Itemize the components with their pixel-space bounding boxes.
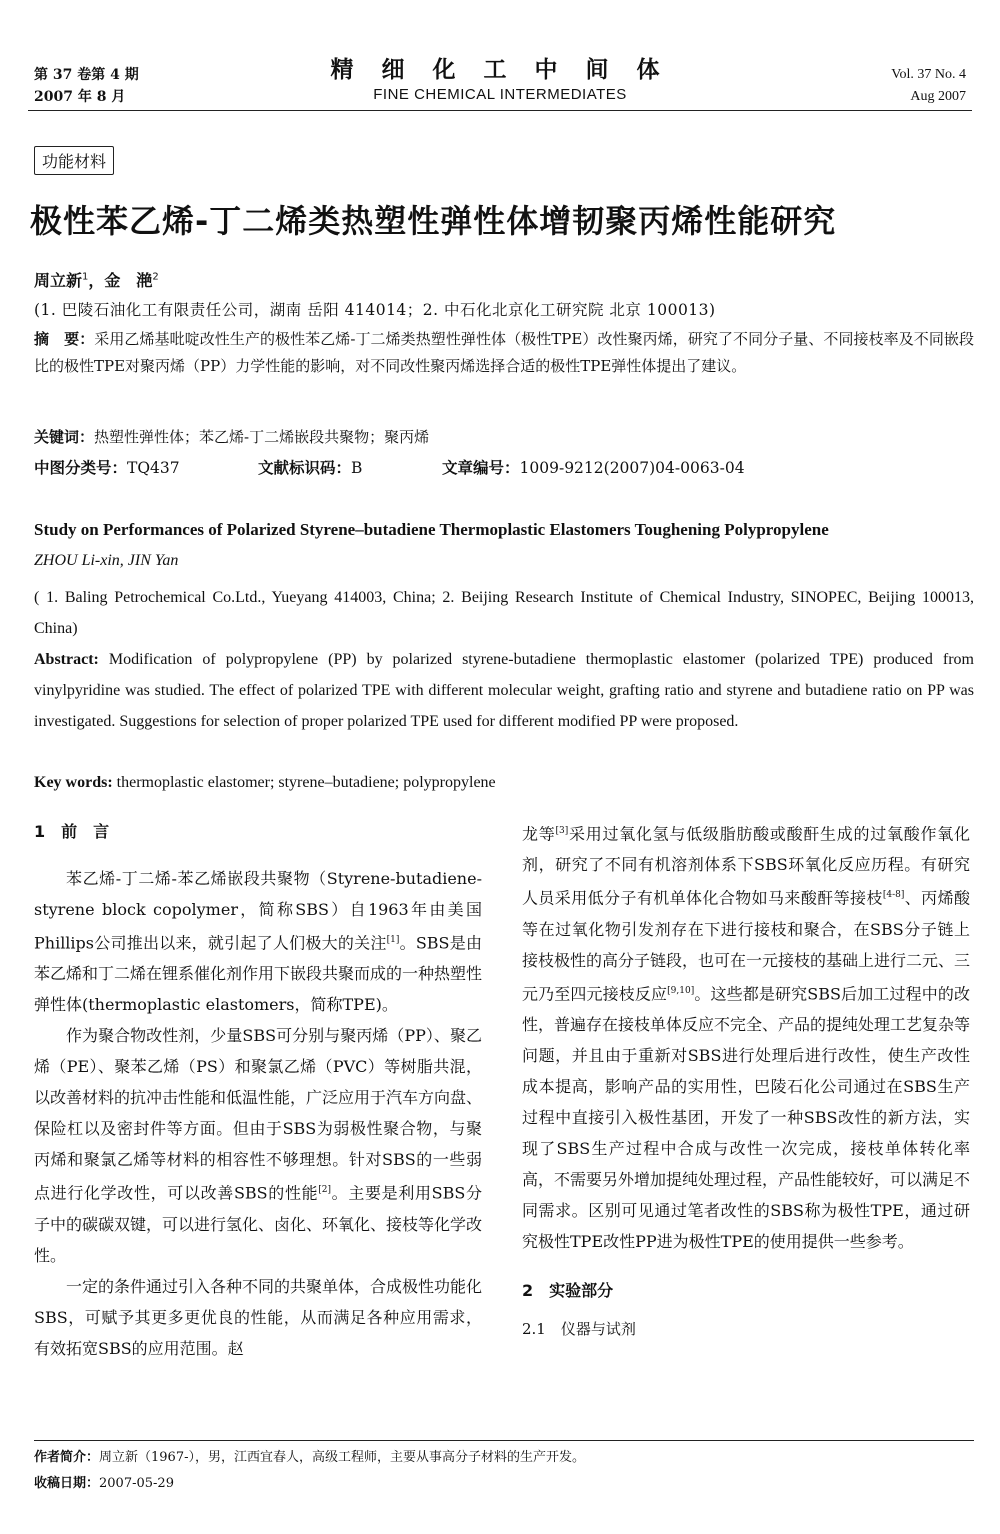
body-left-column	[34, 816, 482, 1364]
article-no-value: 1009-9212(2007)04-0063-04	[519, 459, 745, 477]
header-rule	[28, 110, 972, 111]
issue-date: 2007 年 8 月	[34, 89, 126, 105]
english-abstract-label: Abstract:	[34, 651, 99, 668]
doc-code-value: B	[351, 459, 363, 477]
paper-title: 极性苯乙烯-丁二烯类热塑性弹性体增韧聚丙烯性能研究	[30, 202, 837, 240]
journal-name	[300, 56, 700, 106]
body-paragraph	[34, 863, 482, 1020]
clc	[34, 456, 180, 478]
received-date-label: 收稿日期：	[34, 1476, 100, 1491]
received-date	[34, 1472, 174, 1496]
issue-info	[34, 64, 139, 108]
body-paragraph: 一定的条件通过引入各种不同的共聚单体，合成极性功能化SBS，可赋予其更多更优良的性能，从而满足各种应用需求，有效拓宽SBS的应用范围。赵	[34, 1276, 483, 1358]
english-keywords-label: Key words:	[34, 774, 113, 791]
section-2-1-heading: 2.1 仪器与试剂	[522, 1319, 636, 1338]
english-authors: ZHOU Li-xin, JIN Yan	[34, 552, 179, 569]
affiliation: (1. 巴陵石油化工有限责任公司，湖南 岳阳 414014；2. 中石化北京化工研究院 北京 100013)	[34, 301, 716, 319]
body-text: 采用过氧化氢与低级脂肪酸或酸酐生成的过氧酸作氧化剂，研究了不同有机溶剂体系下SBS环氧化反应历程。有研究人员采用低分子有机单体化合物如马来酸酐等接枝	[522, 824, 970, 908]
doc-code-label: 文献标识码：	[258, 459, 352, 477]
section-badge: 功能材料	[34, 146, 114, 175]
body-paragraph	[34, 1020, 482, 1270]
body-paragraph	[522, 816, 970, 1257]
author-list	[34, 268, 159, 291]
abstract-cn	[34, 326, 974, 380]
author-bio	[34, 1446, 585, 1470]
issue-volume-en: Vol. 37 No. 4	[891, 67, 966, 82]
clc-label: 中图分类号：	[34, 459, 128, 477]
issue-volume: 第 37 卷第 4 期	[34, 67, 139, 83]
body-text: 。主要是利用SBS分子中的碳碳双键，可以进行氢化、卤化、环氧化、接枝等化学改性。	[34, 1183, 483, 1265]
abstract-cn-text: 采用乙烯基吡啶改性生产的极性苯乙烯-丁二烯类热塑性弹性体（极性TPE）改性聚丙烯，研究了不同分子量、不同接枝率及不同嵌段比的极性TPE对聚丙烯（PP）力学性能的影响，对不同改性聚丙烯选择合适的极性TPE弹性体提出了建议。	[34, 330, 974, 375]
body-right-column	[522, 816, 970, 1345]
body-text: 龙等	[522, 824, 556, 844]
citation: [2]	[318, 1185, 332, 1196]
english-abstract	[34, 644, 974, 737]
section-1-heading: 1 前 言	[34, 822, 110, 841]
body-text: 、丙烯酸等在过氧化物引发剂存在下进行接枝和聚合，在SBS分子链上接枝极性的高分子链段，也可在一元接枝的基础上进行二元、三元乃至四元接枝反应	[522, 888, 971, 1003]
author-bio-label: 作者简介：	[34, 1450, 100, 1465]
section-2-heading: 2 实验部分	[522, 1280, 614, 1300]
article-no	[442, 456, 745, 478]
issue-info-en	[891, 64, 966, 108]
keywords-cn	[34, 424, 974, 451]
author-1: 周立新	[34, 271, 83, 290]
article-no-label: 文章编号：	[442, 459, 520, 477]
author-2: 金 滟	[104, 271, 153, 290]
keywords-cn-label: 关键词：	[34, 428, 95, 446]
body-text: 。这些都是研究SBS后加工过程中的改性，普遍存在接枝单体反应不完全、产品的提纯处理工艺复杂等问题，并且由于重新对SBS进行处理后进行改性，使生产改性成本提高，影响产品的实用性，巴陵石化公司通过在SBS生产过程中直接引入极性基团，开发了一种SBS改性的新方法，实现了SBS生产过程中合成与改性一次完成，接枝单体转化率高，不需要另外增加提纯处理过程，产品性能较好，可以满足不同需求。区别可见通过笔者改性的SBS称为极性TPE，通过研究极性TPE改性PP进为极性TPE的使用提供一些参考。	[522, 983, 971, 1251]
abstract-cn-label: 摘 要：	[34, 330, 95, 348]
journal-name-cn: 精 细 化 工 中 间 体	[330, 57, 670, 83]
body-text: 。SBS是由苯乙烯和丁二烯在锂系催化剂作用下嵌段共聚而成的一种热塑性弹性体(thermoplastic elastomers，简称TPE)。	[34, 933, 483, 1015]
journal-name-en: FINE CHEMICAL INTERMEDIATES	[373, 86, 627, 103]
english-affiliation: ( 1. Baling Petrochemical Co.Ltd., Yueyang 414003, China; 2. Beijing Research Institute of Chemical Industry, SINOPEC, Beijing 100013, China)	[34, 589, 974, 637]
author-bio-text: 周立新（1967-），男，江西宜春人，高级工程师，主要从事高分子材料的生产开发。	[99, 1450, 585, 1465]
clc-value: TQ437	[127, 459, 180, 477]
citation: [9,10]	[667, 985, 695, 996]
english-keywords-text: thermoplastic elastomer; styrene–butadiene; polypropylene	[112, 774, 496, 791]
author-2-sup: 2	[152, 271, 159, 283]
english-abstract-text: Modification of polypropylene (PP) by polarized styrene-butadiene thermoplastic elastomer (polarized TPE) produced from vinylpyridine was studied. The effect of polarized TPE with different molecular weight, grafting ratio and styrene and butadiene ratio on PP was investigated. Suggestions for selection of proper polarized TPE used for different modified PP were proposed.	[34, 651, 974, 730]
issue-date-en: Aug 2007	[910, 89, 966, 104]
body-text: 作为聚合物改性剂，少量SBS可分别与聚丙烯（PP）、聚乙烯（PE）、聚苯乙烯（PS）和聚氯乙烯（PVC）等树脂共混，以改善材料的抗冲击性能和低温性能，广泛应用于汽车方向盘、保险杠以及密封件等方面。但由于SBS为弱极性聚合物，与聚丙烯和聚氯乙烯等材料的相容性不够理想。针对SBS的一些弱点进行化学改性，可以改善SBS的性能	[34, 1026, 483, 1203]
footnote-rule	[34, 1440, 974, 1441]
received-date-text: 2007-05-29	[99, 1476, 174, 1491]
author-sep: ，	[88, 271, 105, 290]
keywords-cn-text: 热塑性弹性体；苯乙烯-丁二烯嵌段共聚物；聚丙烯	[94, 428, 430, 446]
doc-code	[258, 456, 362, 478]
citation: [3]	[555, 826, 569, 836]
author-1-sup: 1	[82, 271, 89, 283]
citation: [4-8]	[882, 890, 905, 901]
english-keywords	[34, 767, 974, 798]
english-title: Study on Performances of Polarized Styrene–butadiene Thermoplastic Elastomers Toughening Polypropylene	[34, 520, 829, 539]
citation: [1]	[386, 935, 400, 945]
body-text: 苯乙烯-丁二烯-苯乙烯嵌段共聚物（Styrene-butadiene-styrene block copolymer，简称SBS）自1963年由美国Phillips公司推出以来，就引起了人们极大的关注	[34, 869, 482, 953]
